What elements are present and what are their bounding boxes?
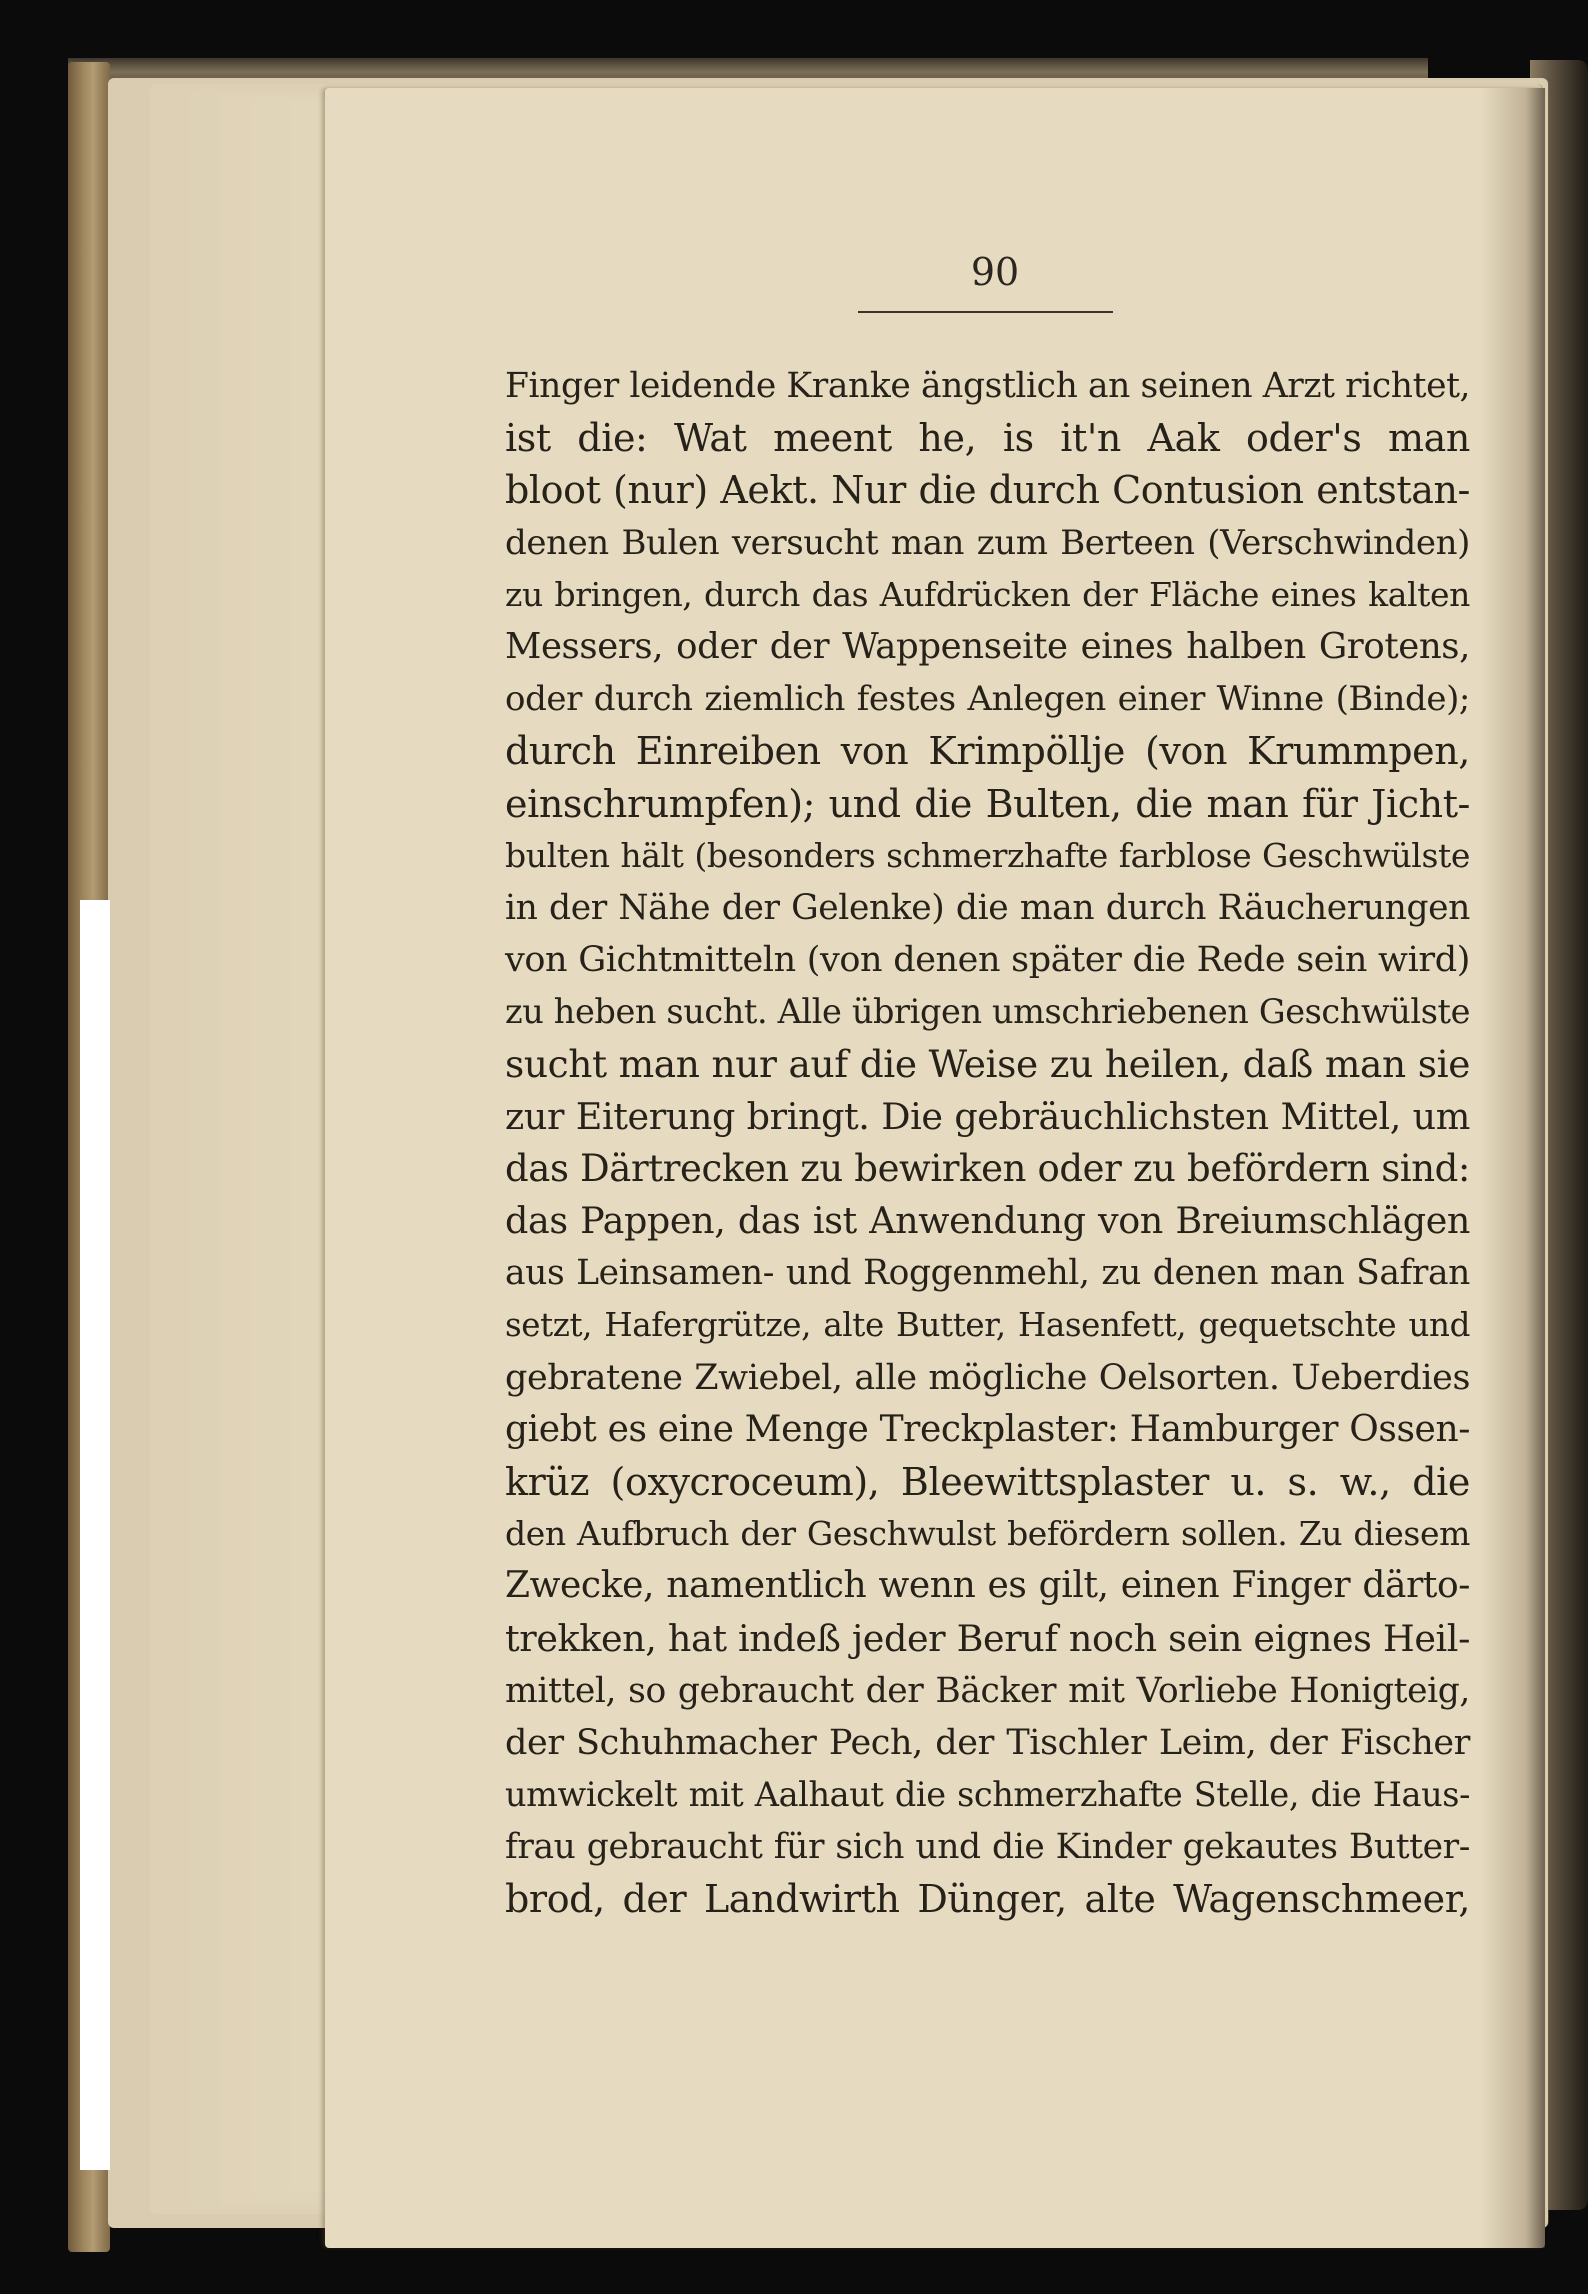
text-line: giebt es eine Menge Treckplaster: Hamburger Ossen- — [505, 1408, 1470, 1450]
text-line: bulten hält (besonders schmerzhafte farblose Geschwülste — [505, 835, 1470, 875]
text-line: frau gebraucht für sich und die Kinder gekautes Butter- — [505, 1827, 1470, 1868]
text-line: ist die: Wat meent he, is it'n Aak oder's man — [505, 416, 1470, 461]
text-line: das Därtrecken zu bewirken oder zu befördern sind: — [505, 1146, 1470, 1190]
page-number: 90 — [970, 250, 1020, 294]
text-line: denen Bulen versucht man zum Berteen (Verschwinden) — [505, 522, 1470, 563]
text-line: von Gichtmitteln (von denen später die Rede sein wird) — [505, 940, 1470, 981]
text-line: Messers, oder der Wappenseite eines halben Grotens, — [505, 625, 1470, 667]
header-rule — [858, 311, 1113, 313]
text-line: Finger leidende Kranke ängstlich an seinen Arzt richtet, — [505, 366, 1471, 406]
text-line: brod, der Landwirth Dünger, alte Wagenschmeer, — [505, 1877, 1470, 1922]
body-text — [505, 360, 1470, 1926]
text-line: trekken, hat indeß jeder Beruf noch sein eignes Heil- — [505, 1616, 1470, 1660]
text-line: aus Leinsamen- und Roggenmehl, zu denen man Safran — [505, 1253, 1470, 1294]
text-line: oder durch ziemlich festes Anlegen einer Winne (Binde); — [505, 679, 1470, 720]
text-line: mittel, so gebraucht der Bäcker mit Vorliebe Honigteig, — [505, 1670, 1470, 1711]
text-line: einschrumpfen); und die Bulten, die man für Jicht- — [505, 781, 1470, 826]
text-line: den Aufbruch der Geschwulst befördern sollen. Zu diesem — [505, 1514, 1470, 1554]
text-line: krüz (oxycroceum), Bleewittsplaster u. s. w., die — [505, 1459, 1470, 1504]
text-line: setzt, Hafergrütze, alte Butter, Hasenfett, gequetschte und — [505, 1306, 1470, 1345]
text-line: zu heben sucht. Alle übrigen umschriebenen Geschwülste — [505, 992, 1470, 1032]
text-line: Zwecke, namentlich wenn es gilt, einen Finger därto- — [505, 1565, 1470, 1607]
white-backing-strip — [80, 900, 110, 2170]
text-line: zur Eiterung bringt. Die gebräuchlichsten Mittel, um — [505, 1094, 1470, 1138]
text-line: das Pappen, das ist Anwendung von Breiumschlägen — [505, 1199, 1470, 1242]
text-line: gebratene Zwiebel, alle mögliche Oelsorten. Ueberdies — [505, 1357, 1470, 1398]
text-line: umwickelt mit Aalhaut die schmerzhafte Stelle, die Haus- — [505, 1775, 1470, 1815]
text-line: bloot (nur) Aekt. Nur die durch Contusion entstan- — [505, 468, 1470, 513]
text-line: durch Einreiben von Krimpöllje (von Krummpen, — [505, 729, 1470, 774]
text-line: in der Nähe der Gelenke) die man durch Räucherungen — [505, 887, 1470, 928]
text-line: zu bringen, durch das Aufdrücken der Fläche eines kalten — [505, 574, 1470, 614]
text-line: der Schuhmacher Pech, der Tischler Leim, der Fischer — [505, 1722, 1470, 1763]
text-line: sucht man nur auf die Weise zu heilen, daß man sie — [505, 1042, 1470, 1087]
gutter-shadow — [1480, 88, 1545, 2248]
